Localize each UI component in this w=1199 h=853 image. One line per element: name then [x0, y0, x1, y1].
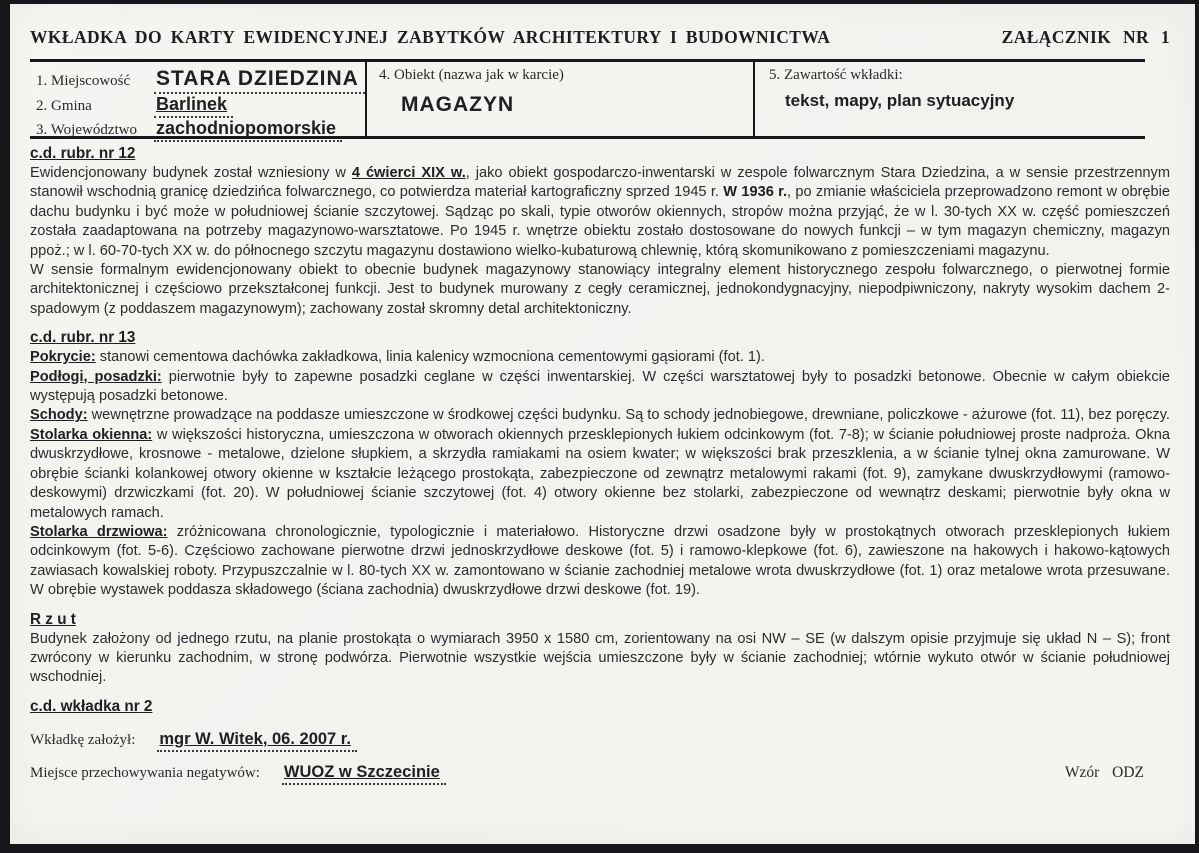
document-body: [30, 144, 1170, 717]
document-header: [30, 4, 1170, 48]
text-run: zróżnicowana chronologicznie, typologicznie i materiałowo. Historyczne drzwi osadzone były w prostokątnych otworach przesklepionych łukiem odcinkowym (fot. 5-6). Częściowo zachowane pierwotne drzwi jednoskrzydłowe deskowe (fot. 5) i ramowo-klepkowe (fot. 6), zawieszone na hakowych i hakowo-kątowych zawiasach kowalskiej roboty. Przypuszczalnie w l. 80-tych XX w. zamontowano w ścianie zachodniej metalowe wrota dwuskrzydłowe (fot. 1) oraz metalowe wrota przesuwane. W obrębie wystawek poddasza składowego (ściana zachodnia) dwuskrzydłowe drzwi deskowe (fot. 19).: [30, 523, 1171, 599]
field-zawartosc-value: tekst, mapy, plan sytuacyjny: [785, 91, 1015, 110]
text-run: Ewidencjonowany budynek został wzniesiony w: [30, 165, 352, 181]
section-rubr-12: [30, 144, 1170, 319]
form-column-contents: [753, 62, 1145, 136]
field-obiekt-value: MAGAZYN: [401, 93, 515, 116]
text-run: , po zmianie właściciela przeprowadzono remont w obrębie dachu budynku i być może w południowej ścianie szczytowej. Sądząc po skali, typie otworów okiennych, stropów można przyjąć, że w l. 30-tych XX w. część pomieszczeń została zaadaptowana na potrzeby magazynowo-warsztatowe. Po 1945 r. wnętrze obiektu zostało dostosowane do nowych funkcji – w tym magazyn chemiczny, magazyn ppoż.; w l. 60-70-tych XX w. do północnego szczytu magazynu dostawiono wielko-kubaturową chlewnię, którą skomunikowano z pomieszczeniami magazynu.: [30, 184, 1171, 259]
footer-author-line: [30, 730, 1170, 752]
emphasized-text: Podłogi, posadzki:: [30, 368, 162, 385]
emphasized-text: Pokrycie:: [30, 349, 96, 366]
emphasized-text: Stolarka drzwiowa:: [30, 523, 168, 540]
author-value: mgr W. Witek, 06. 2007 r.: [157, 730, 357, 752]
form-code-label: Wzór ODZ: [1064, 763, 1144, 781]
field-gmina-value: Barlinek: [154, 94, 233, 118]
section-wkladka-2: [30, 697, 1170, 717]
field-miejscowosc-label: 1. Miejscowość: [36, 73, 131, 89]
paragraph: [30, 630, 1170, 688]
emphasized-text: 4 ćwierci XIX w.: [351, 165, 466, 181]
paragraph: [30, 164, 1170, 261]
author-label: Wkładkę założył:: [30, 731, 136, 748]
paragraph: [30, 261, 1170, 319]
section-rubr-13: [30, 328, 1170, 600]
emphasized-text: Schody:: [30, 407, 88, 424]
negatives-label: Miejsce przechowywania negatywów:: [30, 764, 260, 781]
footer-negatives-line: [30, 763, 1170, 785]
document-paper: [10, 4, 1195, 844]
section-heading: c.d. wkładka nr 2: [30, 697, 153, 715]
document-content: [30, 4, 1170, 785]
text-run: stanowi cementowa dachówka zakładkowa, linia kalenicy wzmocniona cementowymi gąsiorami (fot. 1).: [95, 349, 765, 366]
form-table: [30, 59, 1145, 139]
section-heading: R z u t: [30, 610, 76, 628]
field-wojewodztwo-value: zachodniopomorskie: [154, 118, 342, 142]
section-text: [30, 348, 1170, 600]
text-run: wewnętrzne prowadzące na poddasze umieszczone w środkowej części budynku. Są to schody jednobiegowe, drewniane, policzkowe - ażurowe (fot. 11), bez poręczy.: [87, 407, 1170, 424]
field-miejscowosc-value: STARA DZIEDZINA: [154, 67, 365, 94]
paragraph: [30, 406, 1170, 425]
emphasized-text: Stolarka okienna:: [30, 426, 153, 443]
field-wojewodztwo: [36, 118, 361, 142]
paragraph: [30, 426, 1170, 523]
paragraph: [30, 523, 1170, 601]
negatives-value: WUOZ w Szczecinie: [282, 763, 446, 785]
section-text: [30, 630, 1170, 688]
text-run: , jako obiekt gospodarczo-inwentarski w zespole folwarcznym Stara Dziedzina, a w sensie przestrzennym stanowił wschodnią granicę dziedzińca folwarcznego, co potwierdza materiał kartograficzny sprzed 1945 r.: [30, 165, 1171, 201]
section-heading: c.d. rubr. nr 12: [30, 145, 136, 162]
paragraph: [30, 348, 1170, 367]
form-column-location: [30, 62, 365, 136]
section-rzut: [30, 610, 1170, 688]
emphasized-text: W 1936 r.: [723, 184, 788, 201]
text-run: pierwotnie były to zapewne posadzki ceglane w części inwentarskiej. W części warsztatowej były to posadzki betonowe. Obecnie w całym obiekcie występują posadzki betonowe.: [30, 368, 1170, 405]
field-miejscowosc: [36, 67, 361, 94]
text-run: Budynek założony od jednego rzutu, na planie prostokąta o wymiarach 3950 x 1580 cm, zorientowany na osi NW – SE (w dalszym opisie przyjmuje się układ N – S); front zwrócony w kierunku zachodnim, w stronę podwórza. Pierwotnie wszystkie wejścia umieszczone były w ścianie zachodniej; wtórnie wykuto otwór w ścianie południowej wschodniej.: [30, 630, 1170, 686]
text-run: w większości historyczna, umieszczona w otworach okiennych przesklepionych łukiem odcinkowym (fot. 7-8); w ścianie południowej proste nadproża. Okna dwuskrzydłowe, krosnowe - metalowe, dzielone słupkiem, a skrzydła ramiakami na osiem kwater; w większości brak przeszklenia, a w ścianie tylnej okna zamurowane. W obrębie ścianki kolankowej otwory okienne w kształcie leżącego prostokąta, zabezpieczone od zewnątrz metalowymi rakami (fot. 9), zamykane dwuskrzydłowymi (ramowo-deskowymi) drzwiczkami (fot. 20). W południowej ścianie szczytowej (fot. 4) otwory okienne bez stolarki, zabezpieczone od wewnątrz deskami; pierwotnie były okna w metalowych ramach.: [30, 426, 1170, 521]
form-column-object: [365, 62, 753, 136]
annex-label: ZAŁĄCZNIK NR 1: [1001, 27, 1170, 47]
field-zawartosc-label: 5. Zawartość wkładki:: [769, 67, 903, 83]
document-title: WKŁADKA DO KARTY EWIDENCYJNEJ ZABYTKÓW ARCHITEKTURY I BUDOWNICTWA: [30, 27, 831, 47]
section-heading: c.d. rubr. nr 13: [30, 329, 136, 347]
text-run: W sensie formalnym ewidencjonowany obiekt to obecnie budynek magazynowy stanowiący integralny element historycznego zespołu folwarcznego, o pierwotnej formie architektonicznej i częściowo przekształconej funkcji. Jest to budynek murowany z cegły ceramicznej, jednokondygnacyjny, niepodpiwniczony, nakryty wysokim dachem 2-spadowym (z poddaszem magazynowym); zachowany został skromny detal architektoniczny.: [30, 262, 1170, 317]
field-obiekt-label: 4. Obiekt (nazwa jak w karcie): [379, 67, 564, 83]
section-text: [30, 164, 1170, 319]
field-gmina-label: 2. Gmina: [36, 98, 92, 114]
field-gmina: [36, 94, 361, 118]
field-wojewodztwo-label: 3. Województwo: [36, 122, 138, 138]
paragraph: [30, 368, 1170, 407]
